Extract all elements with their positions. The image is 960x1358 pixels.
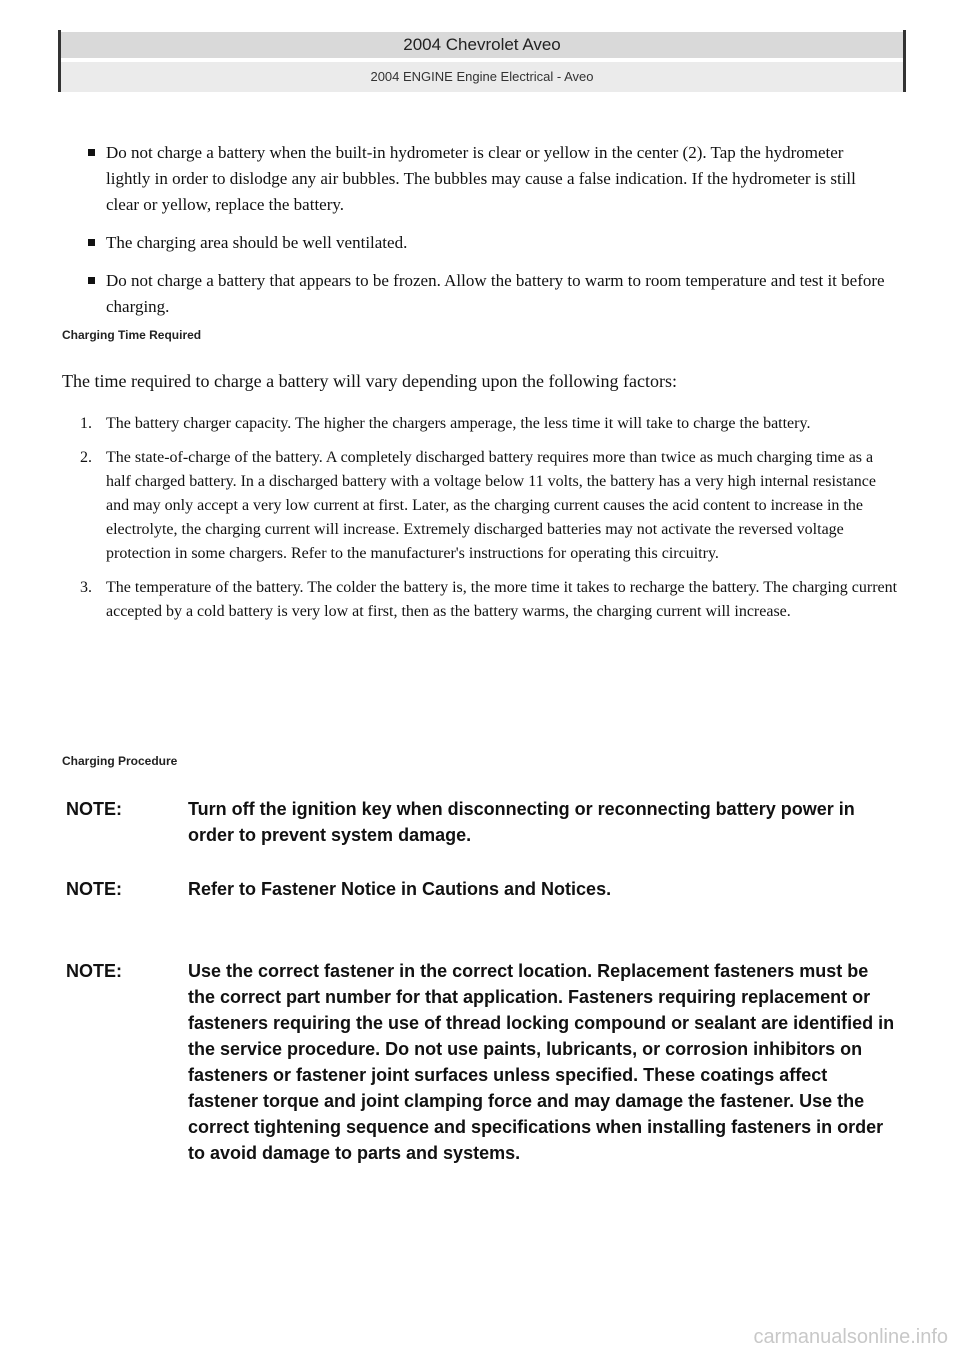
bullet-text: Do not charge a battery when the built-in hydrometer is clear or yellow in the center (2). Tap the hydrometer lightly in order to dislodge any air bubbles. The bubbles may cause a false indication. If the hydrometer is still clear or yellow, replace the battery. — [106, 143, 856, 214]
note-block — [66, 876, 646, 902]
note-block — [66, 796, 866, 848]
bullet-icon — [88, 149, 95, 156]
header-subtitle: 2004 ENGINE Engine Electrical - Aveo — [61, 62, 903, 92]
note-text: Use the correct fastener in the correct location. Replacement fasteners must be the correct part number for that application. Fasteners requiring replacement or fasteners requiring the use of thread locking compound or sealant are identified in the service procedure. Do not use paints, lubricants, or corrosion inhibitors on fasteners or fastener joint surfaces unless specified. These coatings affect fastener torque and joint clamping force and may damage the fastener. Use the correct tightening sequence and specifications when installing fasteners in order to avoid damage to parts and systems. — [188, 961, 895, 1163]
item-text: The state-of-charge of the battery. A completely discharged battery requires more than twice as much charging time as a half charged battery. In a discharged battery with a voltage below 11 volts, the battery has a very high internal resistance and may only accept a very low current at first. Later, as the charging current causes the acid content to increase in the electrolyte, the charging current will increase. Extremely discharged batteries may not activate the reversed voltage protection in some chargers. Refer to the manufacturer's instructions for operating this circuitry. — [106, 449, 876, 562]
list-item — [88, 140, 886, 218]
watermark: carmanualsonline.info — [753, 1326, 948, 1348]
item-number: 1. — [80, 415, 92, 432]
section-heading-time: Charging Time Required — [62, 328, 202, 342]
bullet-text: The charging area should be well ventilated. — [106, 233, 408, 252]
header-title: 2004 Chevrolet Aveo — [61, 32, 903, 58]
bullet-icon — [88, 277, 95, 284]
item-text: The temperature of the battery. The colder the battery is, the more time it takes to recharge the battery. The charging current accepted by a cold battery is very low at first, then as the battery warms, the charging current will increase. — [106, 579, 898, 620]
list-item — [80, 446, 900, 566]
page-header — [58, 30, 906, 92]
list-item — [88, 230, 888, 256]
item-number: 3. — [80, 579, 92, 596]
note-text: Turn off the ignition key when disconnecting or reconnecting battery power in order to prevent system damage. — [188, 799, 855, 845]
list-item — [88, 268, 886, 320]
item-number: 2. — [80, 449, 92, 466]
item-text: The battery charger capacity. The higher the chargers amperage, the less time it will take to charge the battery. — [106, 415, 811, 432]
note-label: NOTE: — [66, 961, 122, 981]
bullet-text: Do not charge a battery that appears to be frozen. Allow the battery to warm to room temperature and test it before charging. — [106, 271, 885, 316]
section-intro: The time required to charge a battery will vary depending upon the following factors: — [62, 371, 677, 391]
note-text: Refer to Fastener Notice in Cautions and Notices. — [188, 879, 612, 899]
section-heading-procedure: Charging Procedure — [62, 754, 178, 768]
numbered-list — [80, 412, 900, 634]
note-block — [66, 958, 896, 1166]
bullet-icon — [88, 239, 95, 246]
list-item — [80, 576, 900, 624]
list-item — [80, 412, 900, 436]
bullet-list — [88, 140, 888, 332]
note-label: NOTE: — [66, 879, 122, 899]
note-label: NOTE: — [66, 799, 122, 819]
